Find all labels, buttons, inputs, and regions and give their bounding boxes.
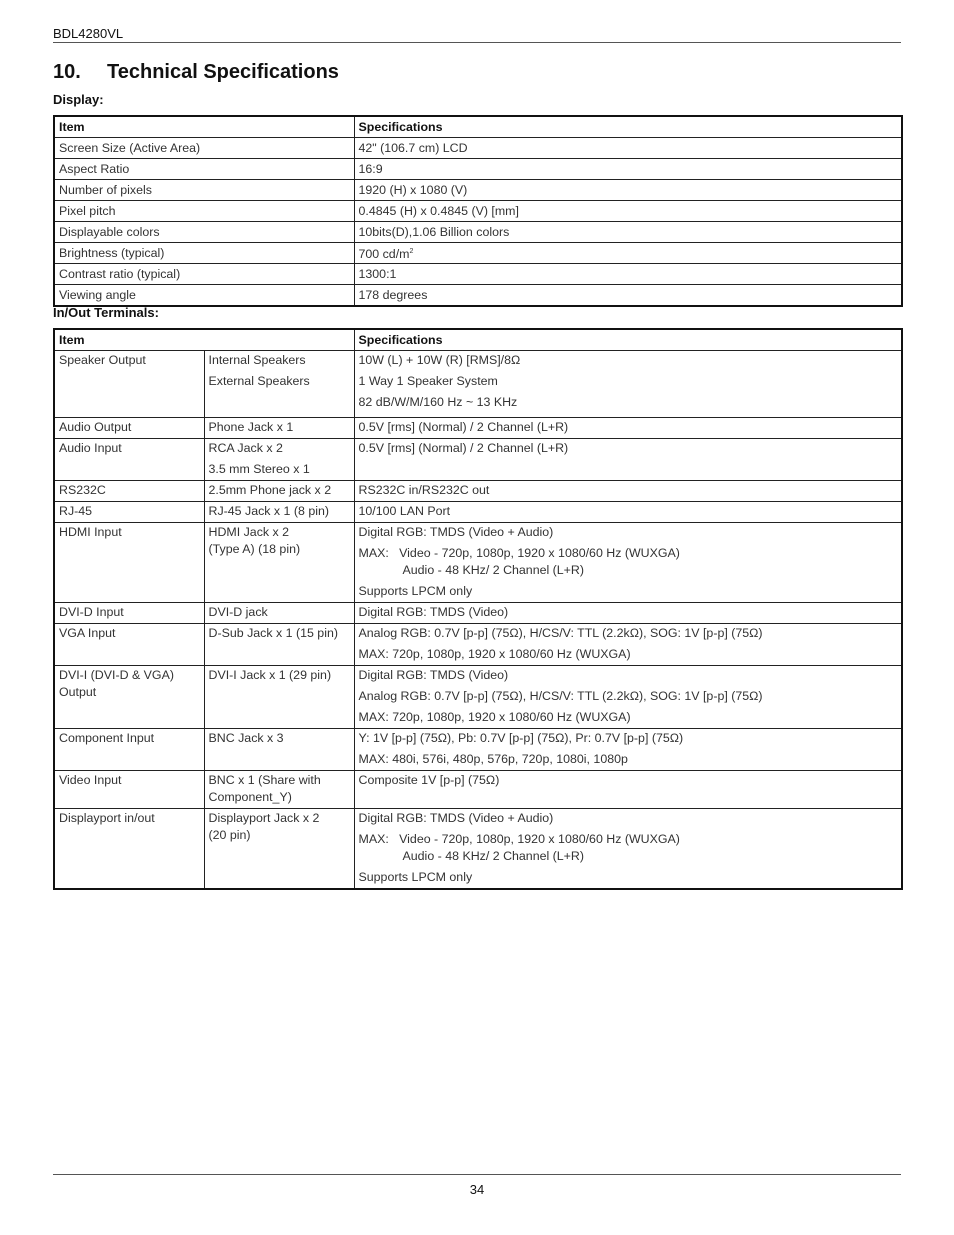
row-spec	[354, 243, 902, 264]
row-spec: 0.5V [rms] (Normal) / 2 Channel (L+R)	[354, 418, 902, 439]
row-item: VGA Input	[54, 624, 204, 666]
subitem-line: (Type A) (18 pin)	[208, 542, 301, 556]
row-spec: 1300:1	[354, 264, 902, 285]
section-number: 10.	[53, 61, 81, 83]
table-row	[54, 264, 902, 285]
spec-line: Digital RGB: TMDS (Video + Audio)	[358, 811, 554, 825]
row-spec	[354, 523, 902, 603]
row-subitem: DVI-D jack	[204, 603, 354, 624]
row-item: DVI-I (DVI-D & VGA) Output	[54, 666, 204, 729]
spec-line: Audio - 48 KHz/ 2 Channel (L+R)	[402, 563, 584, 577]
subitem-line: (20 pin)	[208, 828, 251, 842]
col-item-header: Item	[54, 116, 354, 138]
table-row	[54, 624, 902, 666]
spec-line: 82 dB/W/M/160 Hz ~ 13 KHz	[358, 395, 518, 409]
spec-line: MAX: 720p, 1080p, 1920 x 1080/60 Hz (WUXGA)	[358, 647, 631, 661]
subitem-line: Internal Speakers	[208, 353, 306, 367]
row-subitem	[204, 523, 354, 603]
table-row	[54, 481, 902, 502]
col-spec-header: Specifications	[354, 116, 902, 138]
spec-line: 10W (L) + 10W (R) [RMS]/8Ω	[358, 353, 521, 367]
row-spec: 0.5V [rms] (Normal) / 2 Channel (L+R)	[354, 439, 902, 481]
subitem-line: RCA Jack x 2	[208, 441, 283, 455]
table-row	[54, 523, 902, 603]
subitem-line: HDMI Jack x 2	[208, 525, 290, 539]
table-row	[54, 180, 902, 201]
row-item: Speaker Output	[54, 351, 204, 418]
row-subitem: Phone Jack x 1	[204, 418, 354, 439]
row-subitem	[204, 809, 354, 890]
row-item: RJ-45	[54, 502, 204, 523]
page-number: 34	[469, 1182, 485, 1197]
spec-line: 1 Way 1 Speaker System	[358, 374, 498, 388]
table-header-row	[54, 329, 902, 351]
brightness-superscript: 2	[409, 248, 414, 255]
table-row	[54, 603, 902, 624]
row-subitem: DVI-I Jack x 1 (29 pin)	[204, 666, 354, 729]
subitem-line: Displayport Jack x 2	[208, 811, 320, 825]
row-spec: RS232C in/RS232C out	[354, 481, 902, 502]
row-spec: 1920 (H) x 1080 (V)	[354, 180, 902, 201]
row-spec: Digital RGB: TMDS (Video)	[354, 603, 902, 624]
model-header: BDL4280VL	[53, 26, 124, 41]
row-subitem: BNC Jack x 3	[204, 729, 354, 771]
row-spec: 16:9	[354, 159, 902, 180]
row-item: HDMI Input	[54, 523, 204, 603]
spec-line: Y: 1V [p-p] (75Ω), Pb: 0.7V [p-p] (75Ω), Pr: 0.7V [p-p] (75Ω)	[358, 731, 684, 745]
spec-line: Digital RGB: TMDS (Video + Audio)	[358, 525, 554, 539]
table-row	[54, 285, 902, 307]
row-spec: 0.4845 (H) x 0.4845 (V) [mm]	[354, 201, 902, 222]
table-row	[54, 201, 902, 222]
row-spec	[354, 351, 902, 418]
row-spec: 10bits(D),1.06 Billion colors	[354, 222, 902, 243]
table-row	[54, 666, 902, 729]
subitem-line: External Speakers	[208, 374, 310, 388]
row-spec	[354, 729, 902, 771]
row-spec: 178 degrees	[354, 285, 902, 307]
row-subitem	[204, 351, 354, 418]
table-row	[54, 418, 902, 439]
row-subitem	[204, 439, 354, 481]
spec-line: Digital RGB: TMDS (Video)	[358, 668, 509, 682]
table-row	[54, 222, 902, 243]
spec-line: MAX: Video - 720p, 1080p, 1920 x 1080/60 Hz (WUXGA)	[358, 546, 680, 560]
row-item: Aspect Ratio	[54, 159, 354, 180]
table-row	[54, 138, 902, 159]
row-spec	[354, 624, 902, 666]
row-item: Audio Output	[54, 418, 204, 439]
header-divider	[53, 42, 901, 43]
table-row	[54, 439, 902, 481]
row-subitem: RJ-45 Jack x 1 (8 pin)	[204, 502, 354, 523]
table-header-row	[54, 116, 902, 138]
terminals-heading: In/Out Terminals:	[53, 305, 159, 320]
spec-line: Supports LPCM only	[358, 870, 473, 884]
col-item-header: Item	[54, 329, 354, 351]
spec-line: MAX: Video - 720p, 1080p, 1920 x 1080/60 Hz (WUXGA)	[358, 832, 680, 846]
row-item: Viewing angle	[54, 285, 354, 307]
table-row	[54, 243, 902, 264]
table-row	[54, 159, 902, 180]
row-item: Brightness (typical)	[54, 243, 354, 264]
section-title: Technical Specifications	[107, 61, 339, 83]
spec-line: Analog RGB: 0.7V [p-p] (75Ω), H/CS/V: TTL (2.2kΩ), SOG: 1V [p-p] (75Ω)	[358, 626, 763, 640]
row-item: Audio Input	[54, 439, 204, 481]
col-spec-header: Specifications	[354, 329, 902, 351]
row-subitem: BNC x 1 (Share with Component_Y)	[204, 771, 354, 809]
spec-line: Analog RGB: 0.7V [p-p] (75Ω), H/CS/V: TTL (2.2kΩ), SOG: 1V [p-p] (75Ω)	[358, 689, 763, 703]
display-heading: Display:	[53, 92, 104, 107]
display-spec-table	[53, 115, 903, 307]
row-item: Pixel pitch	[54, 201, 354, 222]
row-item: Screen Size (Active Area)	[54, 138, 354, 159]
brightness-value: 700 cd/m	[358, 247, 410, 262]
spec-line: MAX: 480i, 576i, 480p, 576p, 720p, 1080i, 1080p	[358, 752, 628, 766]
footer-divider	[53, 1174, 901, 1175]
table-row	[54, 771, 902, 809]
table-row	[54, 502, 902, 523]
row-item: Contrast ratio (typical)	[54, 264, 354, 285]
spec-line: Supports LPCM only	[358, 584, 473, 598]
row-item: RS232C	[54, 481, 204, 502]
page-title	[53, 61, 339, 84]
row-item: Number of pixels	[54, 180, 354, 201]
row-item: Displayable colors	[54, 222, 354, 243]
row-subitem: 2.5mm Phone jack x 2	[204, 481, 354, 502]
row-subitem: D-Sub Jack x 1 (15 pin)	[204, 624, 354, 666]
table-row	[54, 729, 902, 771]
row-item: Component Input	[54, 729, 204, 771]
row-spec	[354, 809, 902, 890]
row-spec	[354, 666, 902, 729]
subitem-line: 3.5 mm Stereo x 1	[208, 462, 310, 476]
row-item: Video Input	[54, 771, 204, 809]
row-item: Displayport in/out	[54, 809, 204, 890]
row-spec: 42" (106.7 cm) LCD	[354, 138, 902, 159]
table-row	[54, 351, 902, 418]
row-spec: Composite 1V [p-p] (75Ω)	[354, 771, 902, 809]
row-item: DVI-D Input	[54, 603, 204, 624]
table-row	[54, 809, 902, 890]
spec-line: MAX: 720p, 1080p, 1920 x 1080/60 Hz (WUXGA)	[358, 710, 631, 724]
row-spec: 10/100 LAN Port	[354, 502, 902, 523]
terminals-spec-table	[53, 328, 903, 890]
spec-line: Audio - 48 KHz/ 2 Channel (L+R)	[402, 849, 584, 863]
